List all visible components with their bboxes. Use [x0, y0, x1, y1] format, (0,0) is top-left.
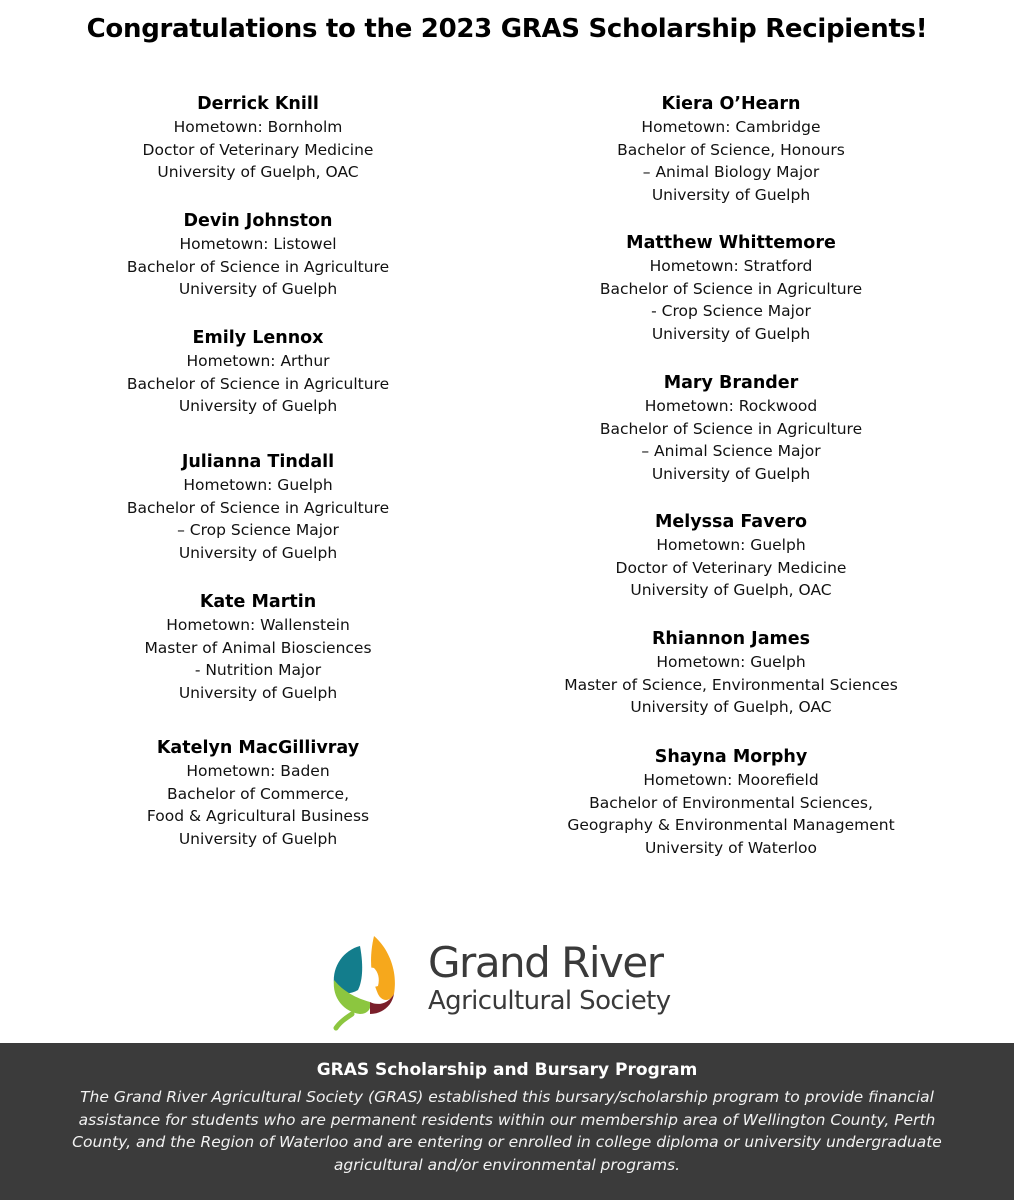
recipient-hometown: Hometown: Baden	[186, 762, 330, 780]
recipient-card	[58, 209, 458, 301]
recipient-program: Bachelor of Science, Honours	[617, 140, 845, 159]
recipient-card	[531, 92, 931, 206]
footer-title: GRAS Scholarship and Bursary Program	[316, 1060, 698, 1080]
logo-name-line1: Grand River	[428, 938, 663, 987]
recipient-school: University of Guelph	[178, 543, 338, 562]
recipient-name: Julianna Tindall	[181, 452, 335, 472]
recipient-card	[531, 371, 931, 485]
recipient-name: Devin Johnston	[183, 211, 333, 231]
recipient-school: University of Guelph, OAC	[630, 698, 832, 716]
recipient-hometown: Hometown: Guelph	[183, 476, 333, 494]
recipient-school: University of Guelph	[178, 683, 338, 702]
recipient-school: University of Guelph	[651, 324, 811, 343]
recipient-card	[531, 745, 931, 859]
recipient-hometown: Hometown: Listowel	[179, 235, 337, 253]
recipient-major: – Animal Science Major	[641, 442, 821, 460]
recipient-card	[58, 326, 458, 418]
recipient-hometown: Hometown: Wallenstein	[166, 616, 350, 634]
recipient-hometown: Hometown: Cambridge	[641, 118, 821, 136]
recipient-program: Master of Science, Environmental Sciences	[564, 675, 898, 694]
logo-wordmark	[428, 940, 671, 1016]
footer-description: The Grand River Agricultural Society (GRAS) established this bursary/scholarship program to provide financial assistance for students who are permanent residents within our membership area of Wellington County, Perth County, and the Region of Waterloo and are entering or enrolled in college diploma or university undergraduate agricultural and/or environmental programs.	[72, 1088, 942, 1174]
logo-name-line2: Agricultural Society	[428, 986, 671, 1016]
recipient-school: University of Guelph	[651, 464, 811, 483]
recipient-card	[58, 92, 458, 184]
recipient-major: Geography & Environmental Management	[567, 816, 895, 834]
leaf-logo-icon	[326, 932, 406, 1032]
program-footer	[0, 1043, 1014, 1200]
recipient-card	[531, 510, 931, 602]
recipient-major: - Nutrition Major	[194, 661, 322, 679]
gras-logo	[326, 932, 706, 1032]
recipient-card	[58, 450, 458, 564]
recipient-name: Derrick Knill	[197, 94, 319, 114]
recipient-card	[58, 590, 458, 704]
recipient-school: University of Waterloo	[644, 838, 818, 857]
recipient-hometown: Hometown: Arthur	[186, 352, 330, 370]
recipient-card	[58, 736, 458, 850]
recipient-name: Kate Martin	[199, 592, 317, 612]
recipient-name: Matthew Whittemore	[626, 233, 836, 253]
recipient-school: University of Guelph, OAC	[630, 581, 832, 599]
recipient-major: Food & Agricultural Business	[146, 807, 370, 825]
recipient-school: University of Guelph	[178, 829, 338, 848]
recipient-program: Bachelor of Science in Agriculture	[126, 374, 390, 393]
recipient-program: Master of Animal Biosciences	[144, 638, 372, 657]
recipient-program: Bachelor of Science in Agriculture	[126, 498, 390, 517]
recipient-program: Doctor of Veterinary Medicine	[615, 558, 847, 577]
recipient-school: University of Guelph	[178, 280, 338, 298]
recipient-hometown: Hometown: Guelph	[656, 653, 806, 671]
recipient-major: – Animal Biology Major	[642, 163, 820, 181]
recipient-hometown: Hometown: Rockwood	[644, 397, 818, 415]
recipient-hometown: Hometown: Guelph	[656, 536, 806, 554]
recipient-hometown: Hometown: Moorefield	[643, 771, 819, 789]
recipient-name: Emily Lennox	[192, 328, 324, 348]
recipient-name: Shayna Morphy	[654, 747, 808, 767]
recipient-card	[531, 627, 931, 719]
recipient-school: University of Guelph	[651, 185, 811, 204]
recipient-name: Melyssa Favero	[654, 512, 808, 532]
recipient-name: Katelyn MacGillivray	[156, 738, 360, 758]
recipient-school: University of Guelph, OAC	[157, 163, 359, 181]
recipient-school: University of Guelph	[178, 397, 338, 415]
page-title: Congratulations to the 2023 GRAS Scholarship Recipients!	[86, 14, 928, 44]
recipient-card	[531, 231, 931, 345]
recipient-program: Bachelor of Science in Agriculture	[126, 257, 390, 276]
recipient-name: Rhiannon James	[651, 629, 811, 649]
recipient-program: Bachelor of Science in Agriculture	[599, 279, 863, 298]
recipient-name: Kiera O’Hearn	[661, 94, 801, 114]
recipient-program: Bachelor of Science in Agriculture	[599, 419, 863, 438]
recipient-hometown: Hometown: Stratford	[649, 257, 813, 275]
recipient-program: Bachelor of Environmental Sciences,	[589, 793, 873, 812]
recipient-program: Doctor of Veterinary Medicine	[142, 140, 374, 159]
recipient-hometown: Hometown: Bornholm	[173, 118, 343, 136]
recipient-major: - Crop Science Major	[651, 302, 811, 320]
recipient-program: Bachelor of Commerce,	[166, 784, 350, 803]
recipient-major: – Crop Science Major	[177, 521, 339, 539]
recipient-name: Mary Brander	[663, 373, 799, 393]
